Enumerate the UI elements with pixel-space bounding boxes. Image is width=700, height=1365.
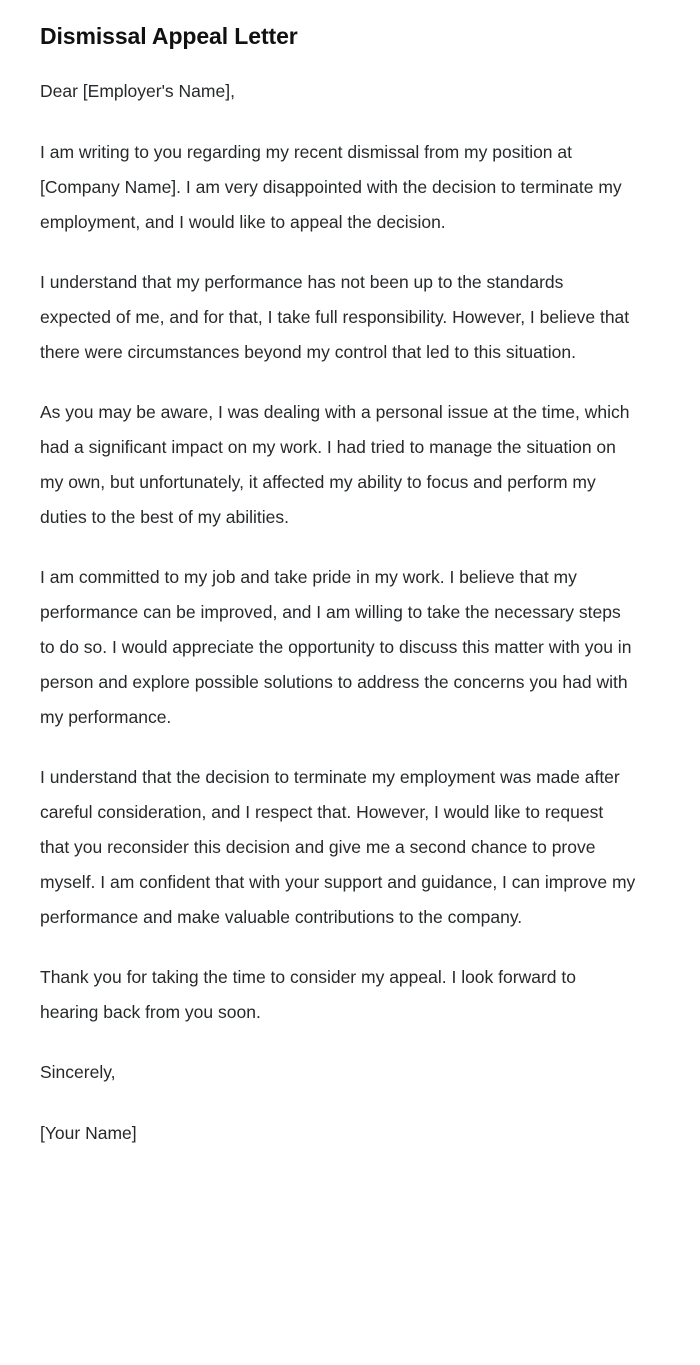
page-title: Dismissal Appeal Letter bbox=[40, 23, 298, 49]
letter-body-paragraph-2: I understand that my performance has not been up to the standards expected of me, and for that, I take full responsibility. However, I believe that there were circumstances beyond my control that led to this situation. bbox=[40, 271, 630, 362]
letter-salutation: Dear [Employer's Name], bbox=[40, 80, 235, 101]
letter-body-paragraph-6: Thank you for taking the time to consider my appeal. I look forward to hearing back from you soon. bbox=[40, 966, 576, 1022]
letter-body-paragraph-1: I am writing to you regarding my recent dismissal from my position at [Company Name]. I am very disappointed with the decision to terminate my employment, and I would like to appeal the decision. bbox=[40, 141, 622, 232]
letter-closing: Sincerely, bbox=[40, 1061, 116, 1082]
letter-body-paragraph-3: As you may be aware, I was dealing with a personal issue at the time, which had a significant impact on my work. I had tried to manage the situation on my own, but unfortunately, it affected my ability to focus and perform my duties to the best of my abilities. bbox=[40, 401, 630, 527]
letter-body-paragraph-4: I am committed to my job and take pride in my work. I believe that my performance can be improved, and I am willing to take the necessary steps to do so. I would appreciate the opportunity to discuss this matter with you in person and explore possible solutions to address the concerns you had with my performance. bbox=[40, 566, 632, 727]
letter-signature-name: [Your Name] bbox=[40, 1122, 137, 1143]
letter-body-paragraph-5: I understand that the decision to terminate my employment was made after careful consideration, and I respect that. However, I would like to request that you reconsider this decision and give me a second chance to prove myself. I am confident that with your support and guidance, I can improve my performance and make valuable contributions to the company. bbox=[40, 766, 636, 927]
